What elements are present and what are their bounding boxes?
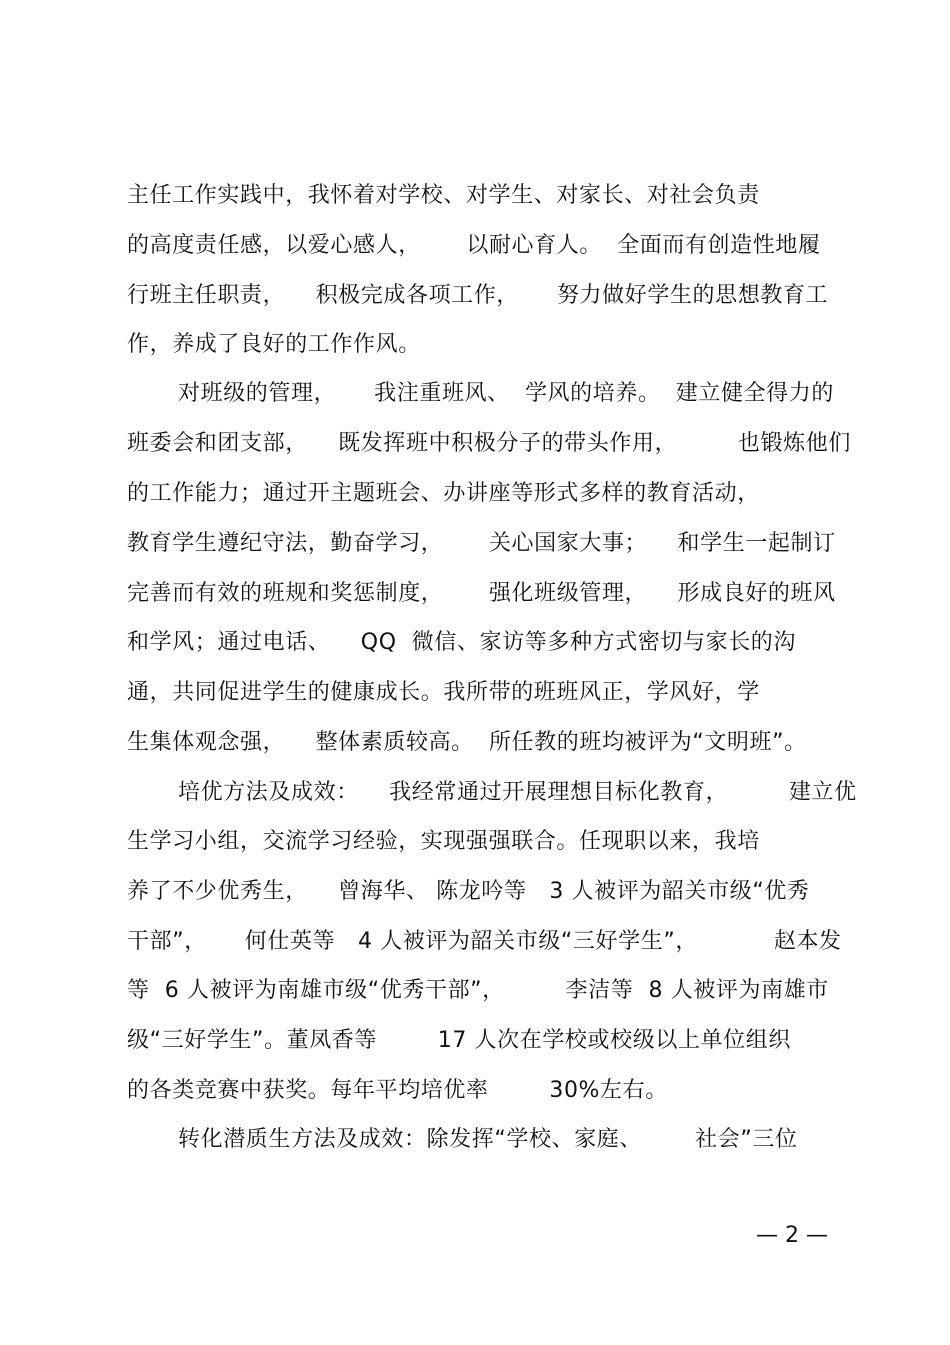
paragraph-start-line: 转化潜质生方法及成效：除发挥“学校、家庭、 社会”三位 <box>178 1127 798 1152</box>
text-line: 生学习小组，交流学习经验，实现强强联合。任现职以来，我培 <box>127 829 760 854</box>
text-line: 作，养成了良好的工作作风。 <box>127 332 421 357</box>
text-line: 干部”， 何仕英等 4 人被评为韶关市级“三好学生”， 赵本发 <box>127 929 842 954</box>
text-line: 等 6 人被评为南雄市级“优秀干部”， 李洁等 8 人被评为南雄市 <box>127 978 829 1003</box>
text-line: 养了不少优秀生， 曾海华、 陈龙吟等 3 人被评为韶关市级“优秀 <box>127 879 810 904</box>
page-number: — 2 — <box>756 1223 828 1248</box>
paragraph-start-line: 对班级的管理， 我注重班风、 学风的培养。 建立健全得力的 <box>178 381 834 406</box>
text-line: 班委会和团支部， 既发挥班中积极分子的带头作用， 也锻炼他们 <box>127 431 851 456</box>
text-line: 的工作能力；通过开主题班会、办讲座等形式多样的教育活动， <box>127 481 760 506</box>
text-line: 的各类竞赛中获奖。每年平均培优率 30%左右。 <box>127 1078 668 1103</box>
paragraph-start-line: 培优方法及成效： 我经常通过开展理想目标化教育， 建立优 <box>178 780 857 805</box>
text-line: 教育学生遵纪守法，勤奋学习， 关心国家大事； 和学生一起制订 <box>127 531 836 556</box>
text-line: 完善而有效的班规和奖惩制度， 强化班级管理， 形成良好的班风 <box>127 581 836 606</box>
text-line: 级“三好学生”。董凤香等 17 人次在学校或校级以上单位组织 <box>127 1028 791 1053</box>
text-line: 的高度责任感，以爱心感人， 以耐心育人。 全面而有创造性地履 <box>127 233 821 258</box>
text-line: 和学风；通过电话、 QQ 微信、家访等多种方式密切与家长的沟 <box>127 630 796 655</box>
text-line: 行班主任职责， 积极完成各项工作， 努力做好学生的思想教育工 <box>127 283 829 308</box>
text-line: 通，共同促进学生的健康成长。我所带的班班风正，学风好，学 <box>127 680 760 705</box>
text-line: 生集体观念强， 整体素质较高。 所任教的班均被评为“文明班”。 <box>127 730 807 755</box>
text-line: 主任工作实践中，我怀着对学校、对学生、对家长、对社会负责 <box>127 183 760 208</box>
